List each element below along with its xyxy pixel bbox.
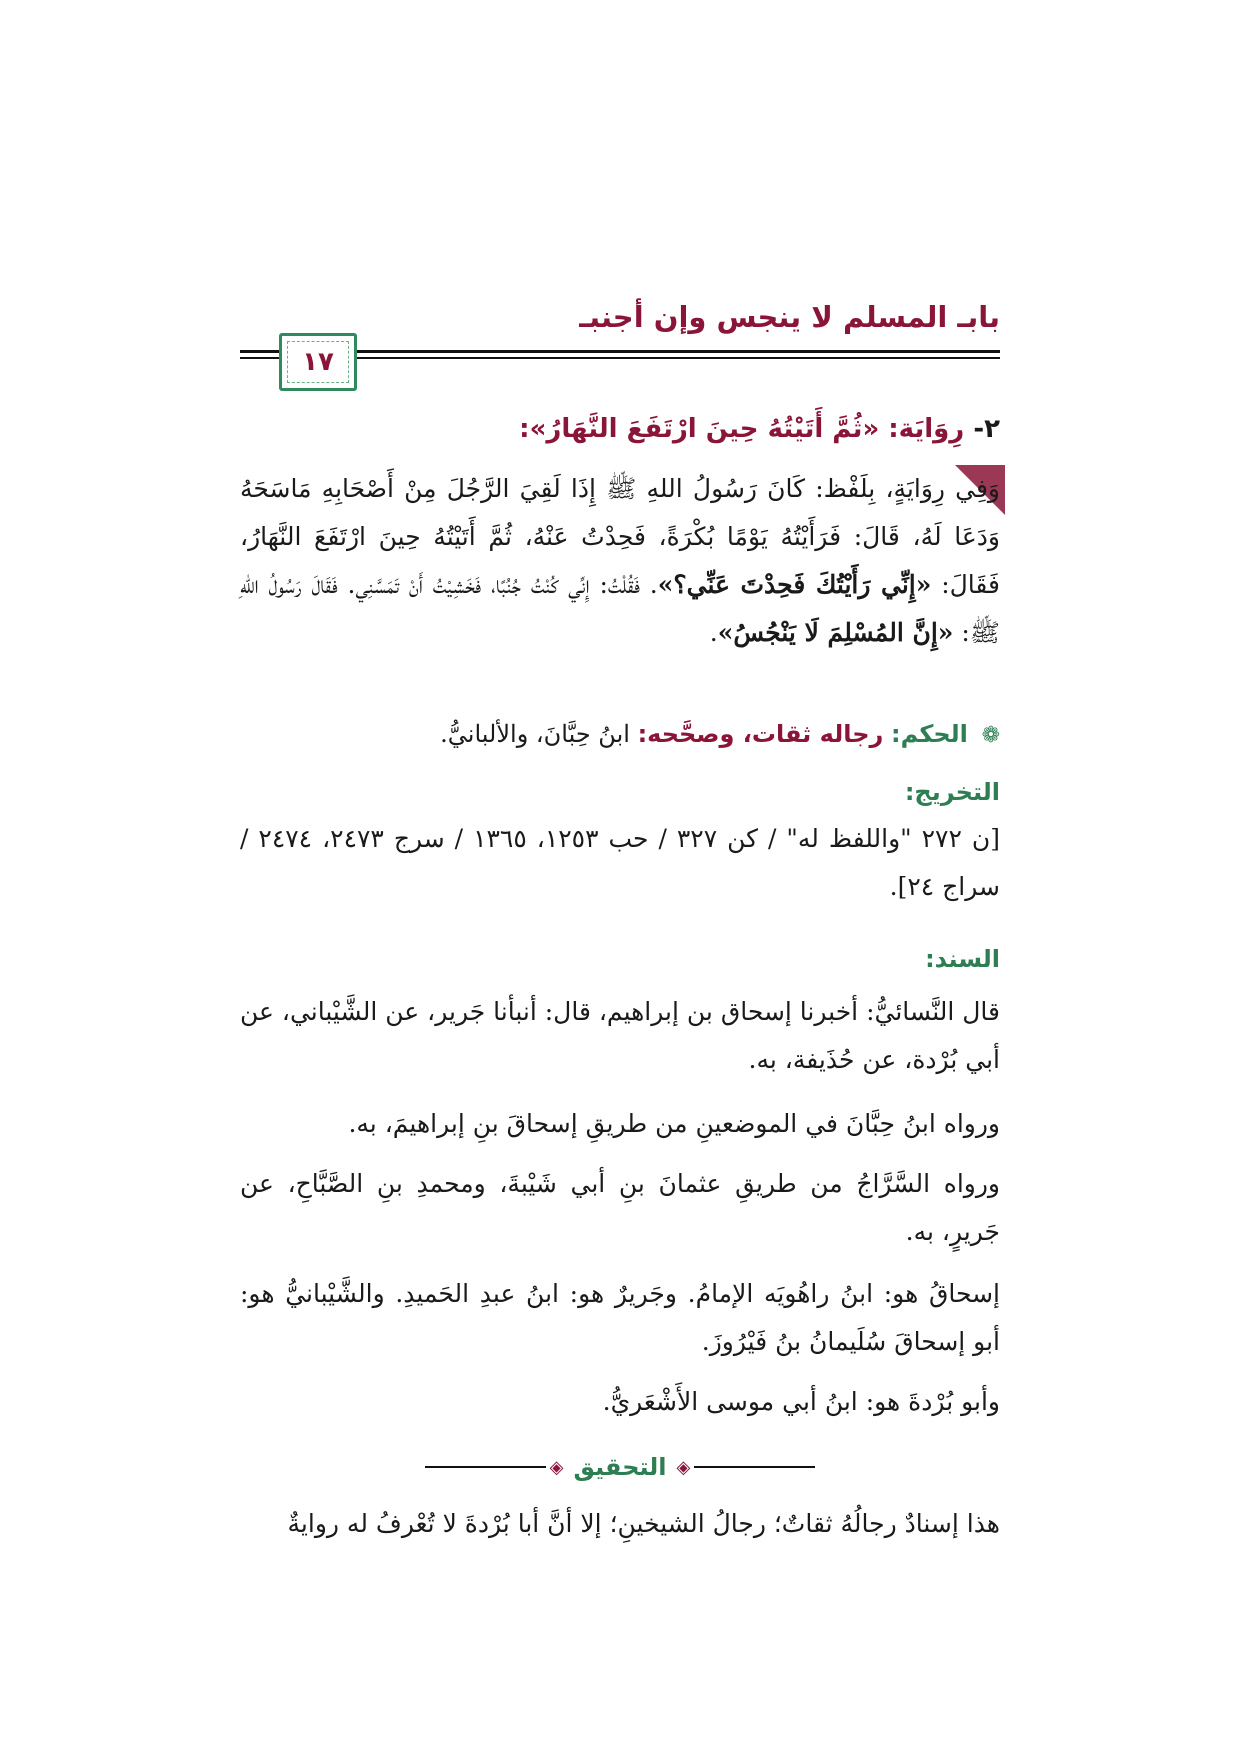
page-number: ١٧ [287,341,349,383]
ornament-icon: ◈ [549,1456,564,1478]
riwaya-text-3: . [709,618,718,647]
hukm-value: رجاله ثقات، وصحَّحه: [637,720,884,748]
sanad-paragraph: ورواه السَّرَّاجُ من طريقِ عثمانَ بنِ أبي شَيْبةَ، ومحمدِ بنِ الصَّبَّاحِ، عن جَريرٍ، به. [240,1169,1000,1246]
riwaya-text-1: وَفِي رِوَايَةٍ، بِلَفْظ: كَانَ رَسُولُ اللهِ ﷺ إِذَا لَقِيَ الرَّجُلَ مِنْ أَصْحَابِهِ مَاسَحَهُ وَدَعَا لَهُ، قَالَ: فَرَأَيْتُهُ يَوْمًا بُكْرَةً، فَحِدْتُ عَنْهُ، ثُمَّ أَتَيْتُهُ حِينَ ارْتَفَعَ النَّهَارُ، فَقَالَ: [240,474,1001,599]
divider-line [425,1466,546,1468]
chapter-title: بابـ المسلم لا ينجس وإن أجنبـ [579,300,1000,334]
tahqiq-divider [425,1452,815,1482]
sanad-paragraph: قال النَّسائيُّ: أخبرنا إسحاق بن إبراهيم، قال: أنبأنا جَرير، عن الشَّيْباني، عن أبي بُرْدة، عن حُذَيفة، به. [239,997,1000,1074]
page-number-badge [279,333,357,391]
tahqiq-text: هذا إسنادٌ رجالُهُ ثقاتٌ؛ رجالُ الشيخينِ؛ إلا أنَّ أبا بُرْدةَ لا تُعْرفُ له روايةٌ [287,1509,1000,1538]
section-number: ٢- [973,414,1000,444]
sanad-paragraph: وأبو بُرْدةَ هو: ابنُ أبي موسى الأَشْعَريُّ. [602,1387,1000,1416]
hukm-label: الحكم: [891,720,968,748]
section-title: رِوَايَة: «ثُمَّ أَتَيْتُهُ حِينَ ارْتَفَعَ النَّهَارُ»: [519,414,965,444]
divider-line [694,1466,815,1468]
section-heading [519,405,1000,453]
riwaya-text-2: . فَقُلْتُ: إِنِّي كُنْتُ جُنُبًا، فَخَشِيْتُ أَنْ تَمَسَّنِي. فَقَالَ رَسُولُ اللهِ ﷺ: [240,570,1000,647]
flower-icon: ❁ [981,723,1000,748]
sanad-paragraph: ورواه ابنُ حِبَّانَ في الموضعينِ من طريقِ إسحاقَ بنِ إبراهيمَ، به. [348,1109,1000,1138]
riwaya-paragraph [240,465,1000,657]
hadith-quote-2: «إِنَّ المُسْلِمَ لَا يَنْجُسُ» [717,618,954,647]
ornament-icon: ◈ [676,1456,691,1478]
hukm-authorities: ابنُ حِبَّانَ، والألبانيُّ. [440,720,630,748]
hukm-line [440,710,1000,760]
hadith-quote-1: «إِنِّي رَأَيْتُكَ فَحِدْتَ عَنِّي؟» [657,570,932,599]
takhrij-text: [ن ٢٧٢ "واللفظ له" / كن ٣٢٧ / حب ١٢٥٣، ١٣٦٥ / سرج ٢٤٧٣، ٢٤٧٤ / سراج ٢٤]. [240,824,1000,901]
sanad-label: السند: [925,945,1000,973]
sanad-paragraph: إسحاقُ هو: ابنُ راهُويَه الإمامُ. وجَريرٌ هو: ابنُ عبدِ الحَميدِ. والشَّيْبانيُّ هو: أبو إسحاقَ سُلَيمانُ بنُ فَيْرُوزَ. [240,1279,1000,1356]
takhrij-label: التخريج: [904,778,1000,806]
tahqiq-title: التحقيق [573,1453,667,1481]
